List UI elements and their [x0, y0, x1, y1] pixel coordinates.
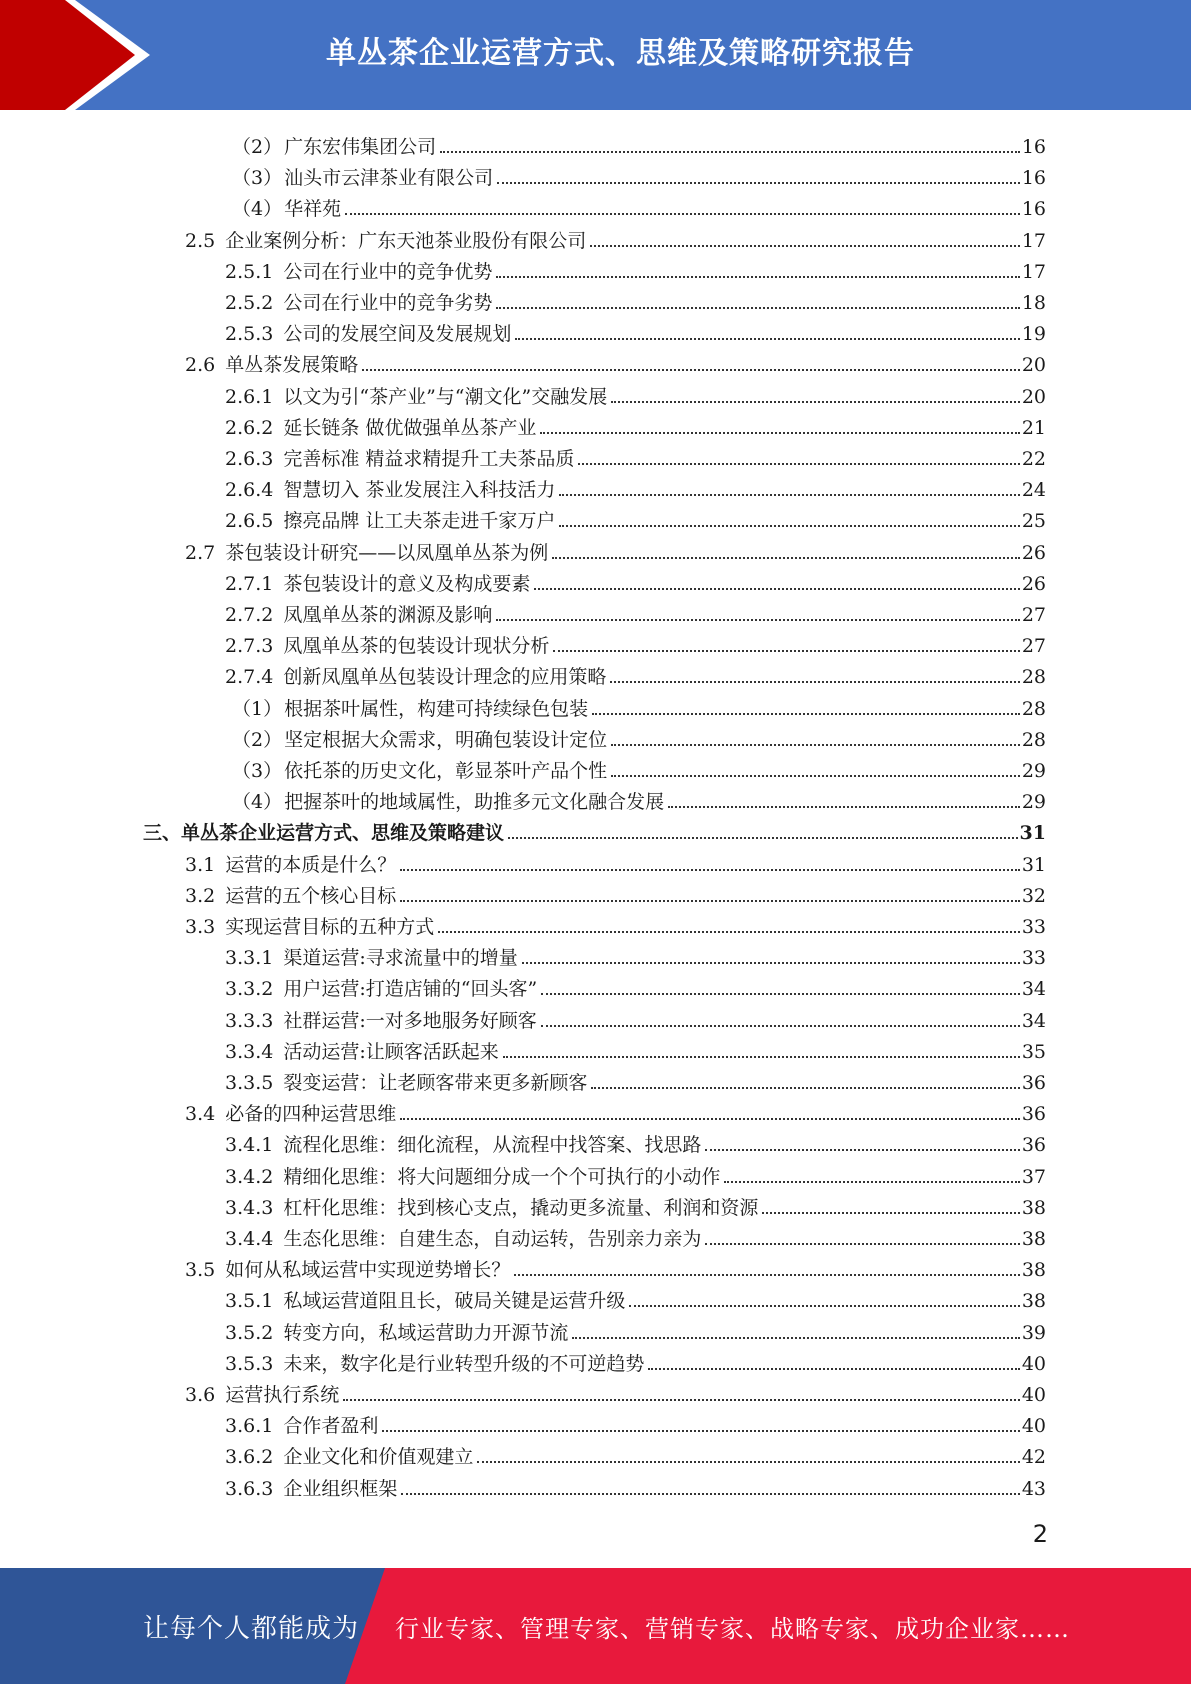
toc-entry-number: 3.4.4 — [225, 1228, 274, 1250]
toc-entry-page: 24 — [1021, 479, 1046, 502]
toc-entry-title: 社群运营:一对多地服务好顾客 — [283, 1009, 537, 1032]
toc-entry-page: 27 — [1021, 604, 1046, 626]
toc-entry-page: 20 — [1021, 354, 1046, 377]
toc-dot-leader — [496, 307, 1019, 309]
toc-entry[interactable] — [225, 1219, 1046, 1250]
toc-entry[interactable] — [225, 564, 1046, 595]
toc-dot-leader — [514, 1274, 1020, 1276]
toc-entry[interactable] — [225, 969, 1046, 1000]
toc-dot-leader — [648, 1368, 1019, 1370]
toc-dot-leader — [552, 557, 1020, 559]
toc-dot-leader — [611, 775, 1020, 777]
toc-dot-leader — [578, 463, 1019, 465]
toc-entry-title: 渠道运营:寻求流量中的增量 — [283, 947, 518, 970]
toc-entry-page: 33 — [1021, 947, 1046, 970]
toc-dot-leader — [440, 151, 1020, 153]
toc-entry-number: 2.7.3 — [225, 635, 274, 658]
toc-entry-title: 杠杆化思维：找到核心支点，撬动更多流量、利润和资源 — [283, 1196, 759, 1219]
toc-entry-page: 40 — [1021, 1415, 1046, 1438]
toc-entry[interactable] — [225, 439, 1046, 470]
toc-entry-number: 3.6.1 — [225, 1415, 274, 1438]
toc-entry-page: 38 — [1021, 1290, 1046, 1313]
toc-entry-number: 3.4 — [185, 1103, 216, 1126]
toc-entry-number: （1） — [232, 697, 283, 720]
toc-entry[interactable] — [232, 158, 1046, 189]
toc-dot-leader — [400, 869, 1020, 871]
toc-dot-leader — [540, 432, 1019, 434]
toc-entry-number: 2.7.1 — [225, 572, 274, 595]
toc-entry[interactable] — [185, 907, 1046, 938]
toc-entry-title: 如何从私域运营中实现逆势增长？ — [225, 1259, 511, 1282]
toc-entry-number: 3.5 — [185, 1259, 216, 1282]
toc-entry-title: 凤凰单丛茶的渊源及影响 — [283, 604, 493, 626]
toc-entry-page: 42 — [1021, 1446, 1046, 1469]
toc-dot-leader — [345, 213, 1020, 215]
toc-entry-page: 19 — [1021, 323, 1046, 346]
toc-entry-page: 40 — [1021, 1384, 1046, 1406]
toc-dot-leader — [477, 1461, 1019, 1463]
toc-dot-leader — [503, 1056, 1020, 1058]
toc-dot-leader — [591, 1087, 1019, 1089]
page-footer — [0, 1568, 1191, 1684]
toc-entry-title: 转变方向，私域运营助力开源节流 — [283, 1321, 569, 1344]
toc-entry[interactable] — [225, 1281, 1046, 1312]
toc-dot-leader — [668, 806, 1020, 808]
toc-entry-title: 公司在行业中的竞争劣势 — [283, 292, 493, 314]
toc-entry-title: 运营的五个核心目标 — [225, 884, 397, 907]
toc-entry-title: 坚定根据大众需求，明确包装设计定位 — [284, 728, 608, 751]
toc-entry-page: 18 — [1021, 292, 1046, 314]
toc-entry-page: 16 — [1021, 167, 1046, 190]
toc-entry[interactable] — [185, 533, 1046, 564]
toc-entry-title: 活动运营:让顾客活跃起来 — [283, 1040, 499, 1063]
toc-entry-page: 29 — [1021, 760, 1046, 782]
toc-dot-leader — [590, 245, 1020, 247]
toc-entry-page: 25 — [1021, 510, 1046, 533]
toc-entry-title: 智慧切入 茶业发展注入科技活力 — [283, 479, 556, 502]
toc-entry-number: 3.2 — [185, 884, 216, 907]
toc-entry-page: 17 — [1021, 229, 1046, 252]
toc-entry-title: 生态化思维：自建生态，自动运转，告别亲力亲为 — [283, 1228, 702, 1250]
toc-dot-leader — [629, 1305, 1019, 1307]
toc-dot-leader — [497, 182, 1020, 184]
toc-entry-number: 2.6.4 — [225, 479, 274, 502]
toc-entry-page: 33 — [1021, 916, 1046, 938]
toc-entry-number: （3） — [232, 167, 283, 190]
toc-entry-page: 31 — [1021, 853, 1046, 876]
toc-entry[interactable] — [225, 657, 1046, 688]
toc-entry-title: 茶包装设计的意义及构成要素 — [283, 572, 531, 595]
toc-entry-title: 运营的本质是什么？ — [225, 853, 397, 876]
toc-entry-title: 把握茶叶的地域属性，助推多元文化融合发展 — [284, 791, 665, 814]
toc-entry-number: 2.5.2 — [225, 292, 274, 314]
toc-entry[interactable] — [225, 1344, 1046, 1375]
toc-entry-title: 华祥苑 — [284, 198, 342, 221]
toc-entry-number: （4） — [232, 791, 283, 814]
toc-entry[interactable] — [225, 1313, 1046, 1344]
toc-entry-title: 擦亮品牌 让工夫茶走进千家万户 — [283, 510, 556, 533]
toc-entry-number: 3.5.2 — [225, 1321, 274, 1344]
toc-entry-number: 3.3.3 — [225, 1009, 274, 1032]
toc-entry-title: 延长链条 做优做强单丛茶产业 — [283, 416, 537, 439]
toc-entry-number: 2.6.5 — [225, 510, 274, 533]
toc-entry[interactable] — [225, 408, 1046, 439]
toc-entry-title: 广东宏伟集团公司 — [284, 136, 437, 158]
toc-entry-page: 22 — [1021, 448, 1046, 470]
toc-entry-number: （2） — [232, 136, 283, 158]
toc-dot-leader — [534, 588, 1019, 590]
toc-entry-title: 裂变运营：让老顾客带来更多新顾客 — [283, 1072, 588, 1094]
toc-entry-page: 28 — [1021, 728, 1046, 751]
toc-dot-leader — [762, 1212, 1019, 1214]
toc-entry-number: 3.3.2 — [225, 978, 274, 1001]
toc-dot-leader — [401, 1493, 1019, 1495]
toc-entry-page: 20 — [1021, 385, 1046, 408]
toc-entry-title: 流程化思维：细化流程，从流程中找答案、找思路 — [283, 1134, 702, 1157]
toc-dot-leader — [400, 900, 1020, 902]
toc-entry-page: 34 — [1021, 978, 1046, 1001]
toc-entry[interactable] — [185, 1094, 1046, 1125]
toc-entry-title: 企业组织框架 — [283, 1477, 398, 1500]
toc-entry[interactable] — [185, 845, 1046, 876]
toc-dot-leader — [724, 1181, 1019, 1183]
toc-entry-number: 3.3.1 — [225, 947, 274, 970]
toc-entry[interactable] — [225, 314, 1046, 345]
toc-dot-leader — [522, 962, 1020, 964]
toc-entry-page: 43 — [1021, 1477, 1046, 1500]
toc-entry-page: 38 — [1021, 1259, 1046, 1282]
toc-entry-number: （2） — [232, 728, 283, 751]
toc-entry-page: 28 — [1021, 666, 1046, 689]
toc-entry-page: 16 — [1021, 198, 1046, 221]
toc-entry[interactable] — [185, 1375, 1046, 1406]
toc-entry-title: 未来，数字化是行业转型升级的不可逆趋势 — [283, 1352, 645, 1375]
toc-entry-number: 3.4.3 — [225, 1196, 274, 1219]
toc-entry-title: 运营执行系统 — [225, 1384, 340, 1406]
toc-dot-leader — [541, 993, 1020, 995]
toc-entry-title: 公司的发展空间及发展规划 — [283, 323, 512, 346]
toc-entry-page: 40 — [1021, 1352, 1046, 1375]
toc-dot-leader — [611, 744, 1020, 746]
toc-entry-number: 2.5 — [185, 229, 216, 252]
toc-entry-page: 36 — [1021, 1134, 1046, 1157]
toc-entry-page: 38 — [1021, 1196, 1046, 1219]
toc-entry-number: 2.6 — [185, 354, 216, 377]
toc-dot-leader — [572, 1337, 1019, 1339]
toc-entry-title: 必备的四种运营思维 — [225, 1103, 397, 1126]
toc-entry-number: 3.1 — [185, 853, 216, 876]
toc-entry-page: 32 — [1021, 884, 1046, 907]
toc-entry[interactable] — [225, 1125, 1046, 1156]
toc-entry[interactable] — [232, 782, 1046, 813]
toc-entry-number: 3.4.1 — [225, 1134, 274, 1157]
toc-entry-title: 公司在行业中的竞争优势 — [283, 260, 493, 283]
toc-entry-title: 汕头市云津茶业有限公司 — [284, 167, 494, 190]
toc-entry-number: 2.6.2 — [225, 416, 274, 439]
toc-entry[interactable] — [185, 876, 1046, 907]
toc-dot-leader — [496, 619, 1019, 621]
toc-entry-number: 3.3.5 — [225, 1072, 274, 1094]
toc-dot-leader — [508, 837, 1018, 839]
report-title: 单丛茶企业运营方式、思维及策略研究报告 — [326, 36, 915, 71]
toc-entry-page: 38 — [1021, 1228, 1046, 1250]
toc-entry-number: 3.6.2 — [225, 1446, 274, 1469]
toc-entry[interactable] — [225, 377, 1046, 408]
toc-dot-leader — [705, 1149, 1019, 1151]
toc-dot-leader — [400, 1118, 1020, 1120]
toc-entry-page: 37 — [1021, 1165, 1046, 1188]
toc-entry[interactable] — [225, 1063, 1046, 1094]
toc-entry-number: （4） — [232, 198, 283, 221]
toc-entry-number: 2.5.1 — [225, 260, 274, 283]
toc-entry[interactable] — [185, 1250, 1046, 1281]
toc-entry-page: 36 — [1021, 1103, 1046, 1126]
toc-dot-leader — [515, 338, 1019, 340]
toc-entry[interactable] — [225, 1032, 1046, 1063]
toc-entry-page: 29 — [1021, 791, 1046, 814]
toc-entry[interactable] — [232, 720, 1046, 751]
toc-entry-number: 3.4.2 — [225, 1165, 274, 1188]
toc-entry-title: 实现运营目标的五种方式 — [225, 916, 435, 938]
toc-dot-leader — [496, 276, 1019, 278]
toc-entry-page: 26 — [1021, 541, 1046, 564]
toc-entry-title: 企业案例分析：广东天池茶业股份有限公司 — [225, 229, 587, 252]
toc-entry-title: 茶包装设计研究——以凤凰单丛茶为例 — [225, 541, 549, 564]
toc-entry-title: 依托茶的历史文化，彰显茶叶产品个性 — [284, 760, 608, 782]
toc-entry-page: 39 — [1021, 1321, 1046, 1344]
toc-entry[interactable] — [225, 1157, 1046, 1188]
toc-entry[interactable] — [225, 938, 1046, 969]
toc-dot-leader — [610, 681, 1019, 683]
toc-entry[interactable] — [225, 501, 1046, 532]
toc-entry[interactable] — [225, 252, 1046, 283]
toc-entry-page: 28 — [1021, 697, 1046, 720]
footer-slogan-right: 行业专家、管理专家、营销专家、战略专家、成功企业家…… — [395, 1614, 1070, 1643]
toc-entry[interactable] — [232, 689, 1046, 720]
toc-entry-title: 凤凰单丛茶的包装设计现状分析 — [283, 635, 550, 658]
toc-entry-number: 2.6.3 — [225, 448, 274, 470]
page-number: 2 — [1032, 1520, 1048, 1548]
toc-entry[interactable] — [143, 813, 1046, 844]
toc-entry[interactable] — [225, 626, 1046, 657]
toc-entry-number: 2.7.2 — [225, 604, 274, 626]
toc-dot-leader — [362, 369, 1020, 371]
toc-entry-number: 3.6.3 — [225, 1477, 274, 1500]
toc-dot-leader — [343, 1399, 1020, 1401]
toc-entry-number: 3.3 — [185, 916, 216, 938]
toc-dot-leader — [559, 525, 1019, 527]
toc-entry-page: 31 — [1019, 822, 1046, 845]
toc-entry[interactable] — [225, 1469, 1046, 1500]
toc-dot-leader — [553, 650, 1019, 652]
toc-entry[interactable] — [225, 1437, 1046, 1468]
toc-entry-title: 创新凤凰单丛包装设计理念的应用策略 — [283, 666, 607, 689]
toc-entry-number: 2.5.3 — [225, 323, 274, 346]
toc-entry-page: 34 — [1021, 1009, 1046, 1032]
toc-entry-number: 2.7.4 — [225, 666, 274, 689]
toc-entry-number: （3） — [232, 760, 283, 782]
toc-entry-title: 精细化思维：将大问题细分成一个个可执行的小动作 — [283, 1165, 721, 1188]
toc-entry-page: 35 — [1021, 1040, 1046, 1063]
header-red-arrow-decoration — [0, 0, 150, 110]
toc-entry[interactable] — [225, 283, 1046, 314]
toc-entry[interactable] — [225, 470, 1046, 501]
toc-entry-title: 私域运营道阻且长，破局关键是运营升级 — [283, 1290, 626, 1313]
toc-entry-title: 三、单丛茶企业运营方式、思维及策略建议 — [143, 822, 505, 845]
toc-entry-page: 16 — [1021, 136, 1046, 158]
toc-entry-title: 根据茶叶属性，构建可持续绿色包装 — [284, 697, 589, 720]
toc-entry-number: 3.3.4 — [225, 1040, 274, 1063]
toc-entry[interactable] — [225, 1001, 1046, 1032]
toc-entry[interactable] — [225, 1406, 1046, 1437]
toc-entry[interactable] — [225, 595, 1046, 626]
toc-dot-leader — [541, 1025, 1020, 1027]
toc-entry-number: 3.6 — [185, 1384, 216, 1406]
toc-entry-title: 用户运营:打造店铺的“回头客” — [283, 978, 538, 1001]
toc-dot-leader — [611, 401, 1020, 403]
toc-entry-page: 36 — [1021, 1072, 1046, 1094]
toc-entry-page: 21 — [1021, 416, 1046, 439]
toc-dot-leader — [559, 494, 1019, 496]
toc-entry[interactable] — [232, 751, 1046, 782]
toc-entry-title: 企业文化和价值观建立 — [283, 1446, 474, 1469]
footer-slogan-left: 让每个人都能成为 — [143, 1613, 360, 1644]
toc-dot-leader — [438, 931, 1020, 933]
toc-dot-leader — [592, 713, 1020, 715]
toc-entry-page: 27 — [1021, 635, 1046, 658]
toc-entry[interactable] — [185, 345, 1046, 376]
toc-entry-number: 2.6.1 — [225, 385, 274, 408]
toc-entry-number: 2.7 — [185, 541, 216, 564]
page-header — [0, 0, 1191, 110]
toc-entry[interactable] — [232, 127, 1046, 158]
toc-dot-leader — [382, 1430, 1019, 1432]
toc-entry-number: 3.5.1 — [225, 1290, 274, 1313]
toc-entry-title: 合作者盈利 — [283, 1415, 379, 1438]
toc-entry[interactable] — [232, 189, 1046, 220]
toc-dot-leader — [705, 1243, 1019, 1245]
toc-entry-number: 3.5.3 — [225, 1352, 274, 1375]
toc-entry[interactable] — [225, 1188, 1046, 1219]
toc-entry-page: 17 — [1021, 260, 1046, 283]
toc-entry-page: 26 — [1021, 572, 1046, 595]
toc-entry-title: 以文为引“茶产业”与“潮文化”交融发展 — [283, 385, 608, 408]
toc-entry[interactable] — [185, 221, 1046, 252]
toc-entry-title: 完善标准 精益求精提升工夫茶品质 — [283, 448, 575, 470]
toc-entry-title: 单丛茶发展策略 — [225, 354, 359, 377]
